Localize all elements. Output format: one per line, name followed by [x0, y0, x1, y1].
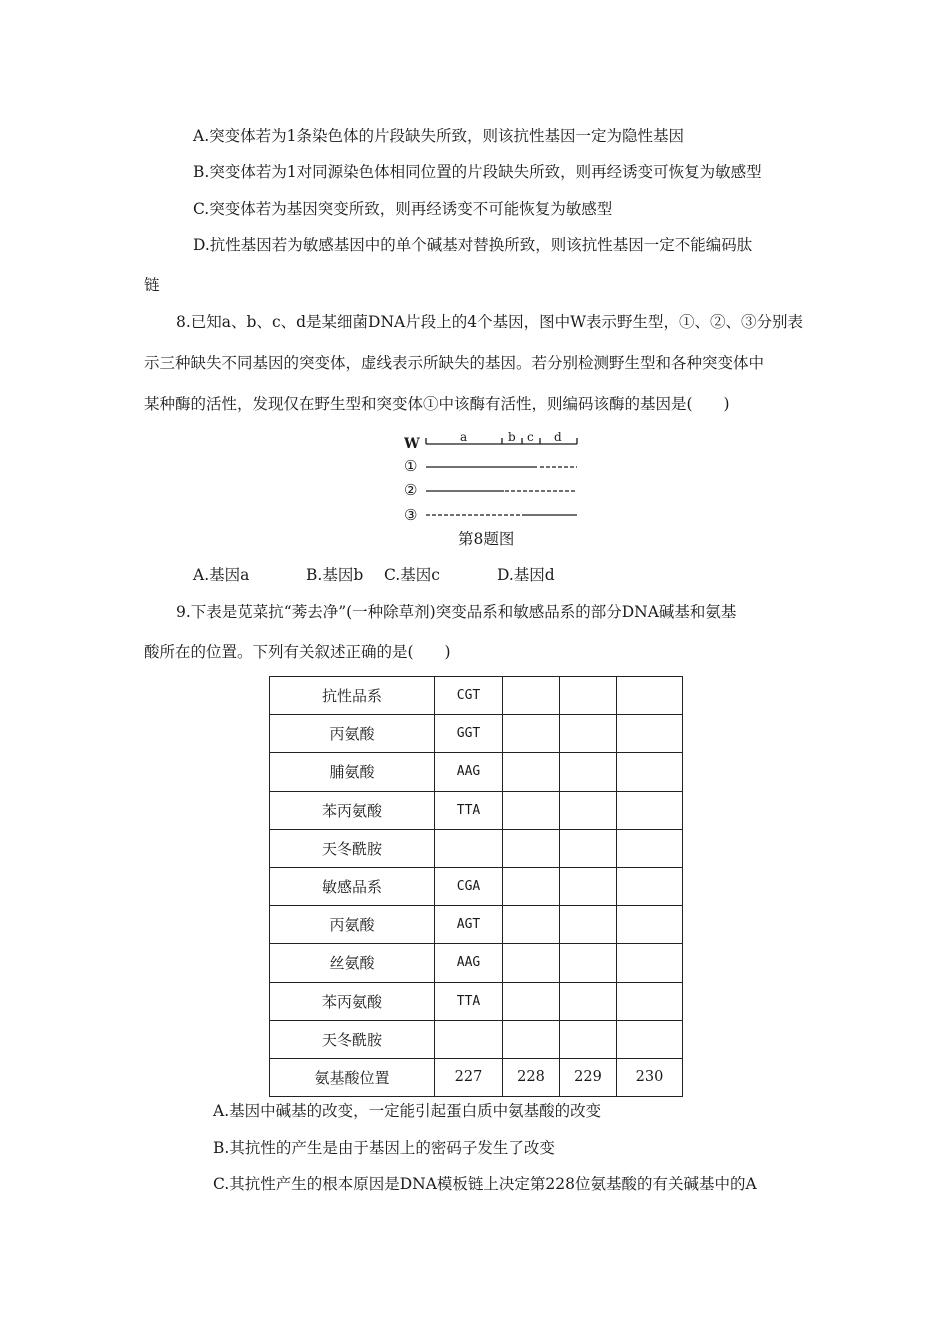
table-row — [270, 867, 683, 905]
q8-stem-line3: 某种酶的活性，发现仅在野生型和突变体①中该酶有活性，则编码该酶的基因是( ) — [144, 395, 730, 413]
q8-option-d: D.基因d — [497, 566, 555, 584]
table-cell: 230 — [617, 1058, 683, 1096]
table-cell — [503, 791, 560, 829]
dna-amino-acid-table — [269, 676, 683, 1097]
table-cell — [617, 867, 683, 905]
table-row-label: 丙氨酸 — [270, 906, 435, 944]
q8-option-b: B.基因b — [306, 566, 364, 584]
table-cell — [560, 715, 617, 753]
table-cell — [560, 944, 617, 982]
table-cell — [617, 715, 683, 753]
table-cell — [503, 867, 560, 905]
table-row-label: 丝氨酸 — [270, 944, 435, 982]
table-cell — [503, 715, 560, 753]
q9-option-a: A.基因中碱基的改变，一定能引起蛋白质中氨基酸的改变 — [213, 1102, 602, 1120]
table-cell: AGT — [435, 906, 503, 944]
table-cell — [617, 753, 683, 791]
table-row — [270, 1058, 683, 1096]
table-cell: 227 — [435, 1058, 503, 1096]
table-cell — [435, 1020, 503, 1058]
table-cell: CGT — [435, 677, 503, 715]
q8-option-c: C.基因c — [384, 566, 440, 584]
table-row-label: 敏感品系 — [270, 867, 435, 905]
table-row-label: 脯氨酸 — [270, 753, 435, 791]
table-cell — [435, 829, 503, 867]
q9-stem-line1: 9.下表是苋菜抗“莠去净”(一种除草剂)突变品系和敏感品系的部分DNA碱基和氨基 — [176, 603, 737, 621]
table-row — [270, 829, 683, 867]
table-cell — [560, 982, 617, 1020]
table-row — [270, 791, 683, 829]
table-row — [270, 944, 683, 982]
table-cell — [560, 753, 617, 791]
gene-label-a: a — [460, 430, 468, 444]
q9-stem-line2: 酸所在的位置。下列有关叙述正确的是( ) — [144, 643, 451, 661]
q8-stem-line1: 8.已知a、b、c、d是某细菌DNA片段上的4个基因，图中W表示野生型，①、②、③分别表 — [176, 313, 804, 331]
gene-label-d: d — [554, 430, 562, 444]
table-cell: TTA — [435, 791, 503, 829]
table-cell — [560, 867, 617, 905]
gene-label-c: c — [527, 430, 534, 444]
table-cell — [503, 906, 560, 944]
q8-stem-line2: 示三种缺失不同基因的突变体，虚线表示所缺失的基因。若分别检测野生型和各种突变体中 — [144, 354, 765, 372]
table-cell — [617, 791, 683, 829]
table-cell — [560, 829, 617, 867]
table-row — [270, 906, 683, 944]
table-row-label: 苯丙氨酸 — [270, 982, 435, 1020]
table-row-label: 天冬酰胺 — [270, 1020, 435, 1058]
table-cell — [503, 677, 560, 715]
table-row-label: 抗性品系 — [270, 677, 435, 715]
table-cell: CGA — [435, 867, 503, 905]
table-row — [270, 1020, 683, 1058]
table-cell — [560, 906, 617, 944]
q7-option-d: D.抗性基因若为敏感基因中的单个碱基对替换所致，则该抗性基因一定不能编码肽 — [193, 236, 753, 254]
mutant-label-3: ③ — [404, 506, 418, 524]
table-cell — [560, 677, 617, 715]
table-cell — [503, 753, 560, 791]
table-cell: TTA — [435, 982, 503, 1020]
table-cell: AAG — [435, 944, 503, 982]
table-cell — [503, 944, 560, 982]
table-row-label: 天冬酰胺 — [270, 829, 435, 867]
table-cell — [560, 1020, 617, 1058]
table-row — [270, 982, 683, 1020]
table-cell — [617, 677, 683, 715]
table-row-label: 苯丙氨酸 — [270, 791, 435, 829]
wild-type-label: W — [404, 436, 420, 452]
table-row-label: 丙氨酸 — [270, 715, 435, 753]
figure-caption: 第8题图 — [458, 530, 515, 548]
table-row — [270, 753, 683, 791]
table-cell — [617, 982, 683, 1020]
table-cell: GGT — [435, 715, 503, 753]
table-cell — [617, 829, 683, 867]
table-cell: 228 — [503, 1058, 560, 1096]
table-row — [270, 715, 683, 753]
table-row — [270, 677, 683, 715]
table-row-label: 氨基酸位置 — [270, 1058, 435, 1096]
table-cell — [503, 829, 560, 867]
gene-deletion-diagram — [404, 428, 584, 526]
table-cell — [617, 906, 683, 944]
q7-option-a: A.突变体若为1条染色体的片段缺失所致，则该抗性基因一定为隐性基因 — [193, 127, 684, 145]
table-cell: AAG — [435, 753, 503, 791]
q7-option-d-continued: 链 — [144, 276, 160, 294]
table-cell: 229 — [560, 1058, 617, 1096]
q9-option-c: C.其抗性产生的根本原因是DNA模板链上决定第228位氨基酸的有关碱基中的A — [213, 1175, 757, 1193]
q7-option-b: B.突变体若为1对同源染色体相同位置的片段缺失所致，则再经诱变可恢复为敏感型 — [193, 163, 762, 181]
gene-label-b: b — [508, 430, 516, 444]
mutant-label-2: ② — [404, 481, 418, 499]
table-cell — [617, 1020, 683, 1058]
table-cell — [503, 1020, 560, 1058]
mutant-label-1: ① — [404, 457, 418, 475]
q9-option-b: B.其抗性的产生是由于基因上的密码子发生了改变 — [213, 1139, 555, 1157]
table-cell — [560, 791, 617, 829]
table-cell — [617, 944, 683, 982]
table-cell — [503, 982, 560, 1020]
q8-option-a: A.基因a — [193, 566, 250, 584]
q7-option-c: C.突变体若为基因突变所致，则再经诱变不可能恢复为敏感型 — [193, 200, 613, 218]
